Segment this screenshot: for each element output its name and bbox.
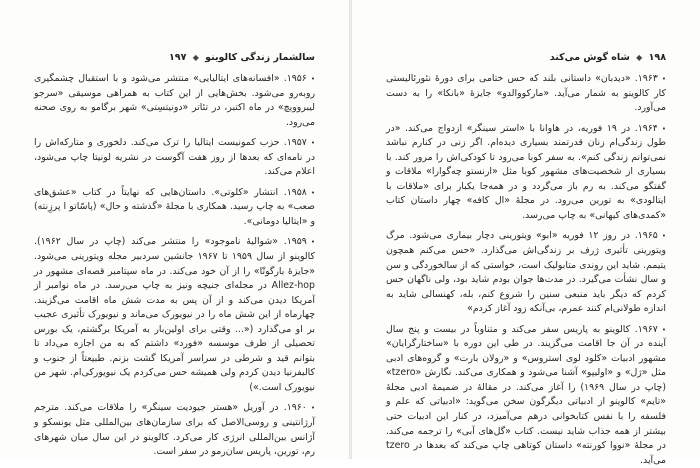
left-page-header	[34, 50, 315, 64]
chronology-entry: •۱۹۶۳. «دیدبان» داستانی بلند که حس ختامی برای دورهٔ نئورئالیستی کار کالوینو به شمار می‌آید. «مارکووالدو» جایزهٔ «بانکا» را به دست می‌آورد.	[386, 73, 666, 114]
right-page-number: ۱۹۸	[648, 51, 666, 63]
bullet-icon: •	[310, 238, 315, 247]
diamond-ornament-icon: ◆	[192, 52, 199, 62]
bullet-icon: •	[310, 404, 315, 413]
chronology-entry: •۱۹۶۰. در آوریل «هستر جیودیت سینگر» را ملاقات می‌کند. مترجم آرژانتینی و روسی‌الاصل که برای سازمان‌های بین‌المللی مثل یونسکو و آژانس بین‌المللی انرژی کار می‌کرد. کالوینو در این سال میان شهرهای رم، تورین، پاریس سان‌رمو در سفر است.	[34, 402, 315, 458]
diamond-ornament-icon: ◆	[636, 52, 643, 62]
chronology-entry: •۱۹۵۶. «افسانه‌های ایتالیایی» منتشر می‌شود و با استقبال چشمگیری روبه‌رو می‌شود. بخش‌هایی از این کتاب به همراهی موسیقی «سرجو لیبروویچ» در ماه اکتبر، در تئاتر «دونیتسِتی» شهر برگامو به روی صحنه می‌رود.	[34, 73, 315, 128]
bullet-icon: •	[661, 325, 666, 334]
bullet-icon: •	[310, 139, 315, 148]
chronology-entry: •۱۹۶۴. در ۱۹ فوریه، در هاوانا با «استر سینگر» ازدواج می‌کند. «در طول زندگی‌ام زنان قدرتمند بسیاری دیده‌ام. اگر زنی در کنارم نباشد نمی‌توانم زندگی کنم». به سفر کوبا می‌رود تا کودکی‌اش را مرور کند. با بسیاری از شخصیت‌های مشهور کوبا مثل «ارنستو چه‌گوارا» ملاقات و گفتگو می‌کند. به رم باز می‌گردد و در همه‌جا یکبار برای «ملاقات با ایتالودی» به تورین می‌رود. در مجلهٔ «ال کافه» چهار داستان کتاب «کمدی‌های کیهانی» به چاپ می‌رسد.	[386, 122, 666, 221]
left-page-body	[34, 72, 315, 457]
bullet-icon: •	[310, 188, 315, 197]
chronology-entry: •۱۹۵۸. انتشار «کلوتی». داستان‌هایی که نهایتاً در کتاب «عشق‌های صعب» به چاپ رسید. همکاری با مجلهٔ «گذشته و حال» (پاسّاتو ا پرزِنته) و «ایتالیا دومانی».	[34, 186, 315, 227]
bullet-icon: •	[661, 232, 666, 241]
bullet-icon: •	[661, 124, 666, 133]
chronology-entry: •۱۹۶۷. کالوینو به پاریس سفر می‌کند و متناوباً در بیست و پنج سال آینده در آن جا اقامت می‌گزیند. در طی این دوره با «ساختارگرایان» مشهور ادبیات «کلود لوی استروس» و «رولان بارت» و گروه‌های ادبی مثل «ژل» و «اولیپو» آشنا می‌شود و همکاری می‌کند. نگارش «tzero» (چاپ در سال ۱۹۶۹) را آغاز می‌کند. در مقالهٔ در ضمیمهٔ ادبی مجلهٔ «تایم» کالوینو از ادبیاتی دیگرگون سخن می‌گوید: «ادبیاتی که علم و فلسفه را با نفس کتابخوانی درهم می‌آمیزد، در کنار این ادبیات حتی بیشتر از همه جذاب شاید نیست. کتاب «گل‌های آبی» را ترجمه می‌کند. در مجلهٔ «نووا کورنته» داستان کوتاهی چاپ می‌کند که بعدها در tzero می‌آید.	[386, 323, 666, 466]
right-running-title: ۱۹۸ ◆ شاه گوش می‌کند	[549, 51, 666, 63]
bullet-icon: •	[661, 75, 666, 83]
chronology-entry: •۱۹۶۵. در روز ۱۲ فوریه «ابو» ویتورینی دچار بیماری می‌شود. مرگ ویتورینی تأثیری ژرف بر زندگی‌اش می‌گذارد. «حس می‌کنم همچون یتیمم. شاید این روندی متابولیک است، خواستی که از سالخوردگی و سن و سال نشأت می‌گیرد. در مدت‌ها جوان بودم شاید بود، ولی ناگهان حس کردم که دیگر باید منبعی سنین را شروع کنم، بله، کهنسالی شاید به اندازه طولانی‌ام کنند عمرم، بی‌آنکه زود آغاز کردم»	[386, 230, 666, 315]
left-running-title: سالشمار زندگی کالوینو ◆ ۱۹۷	[168, 51, 315, 63]
right-page	[352, 0, 700, 466]
left-page-number: ۱۹۷	[168, 51, 187, 63]
right-page-body	[386, 72, 666, 466]
right-page-header	[386, 50, 666, 64]
bullet-icon: •	[310, 75, 315, 83]
left-page	[0, 0, 349, 459]
chronology-entry: •۱۹۵۹. «شوالیهٔ ناموجود» را منتشر می‌کند (چاپ در سال ۱۹۶۲). کالوینو از سال ۱۹۵۹ تا ۱۹۶۷ جانشین سردبیر مجله ویتورینی می‌شود. «جایزهٔ بارگوتّا» را از آن خود می‌کند. در ماه سپتامبر قصه‌ای مشهور در Allez-hop در مجله‌ای جنیچه ونیز به چاپ می‌رسد. در ماه نوامبر از آمریکا دیدن می‌کند و از آن پس به مدت شش ماه اقامت می‌گزیند. چهارماه از این شش ماه را در نیویورک می‌ماند و نیویورک تأثیری عجیب بر او می‌گذارد («... وقتی برای اولین‌بار به آمریکا برگشتم، یک بورس تحصیلی از طرف موسسه «فورد» داشتم که به من اجازه می‌داد تا بتوانم قید و شرطی در سراسر آمریکا گشت بزنم. طبیعتاً از جنوب و کالیفرنیا دیدن کردم ولی همیشه حس می‌کردم یک نیویورکی‌ام. شهر من نیویورک است.»)	[34, 236, 315, 393]
chronology-entry: •۱۹۵۷. حزب کمونیست ایتالیا را ترک می‌کند. دلخوری و متارکه‌اش را در نامه‌ای که بعدها از روز هفت آگوست در نشریه لونیتا چاپ می‌شود، اعلام می‌کند.	[34, 137, 315, 178]
